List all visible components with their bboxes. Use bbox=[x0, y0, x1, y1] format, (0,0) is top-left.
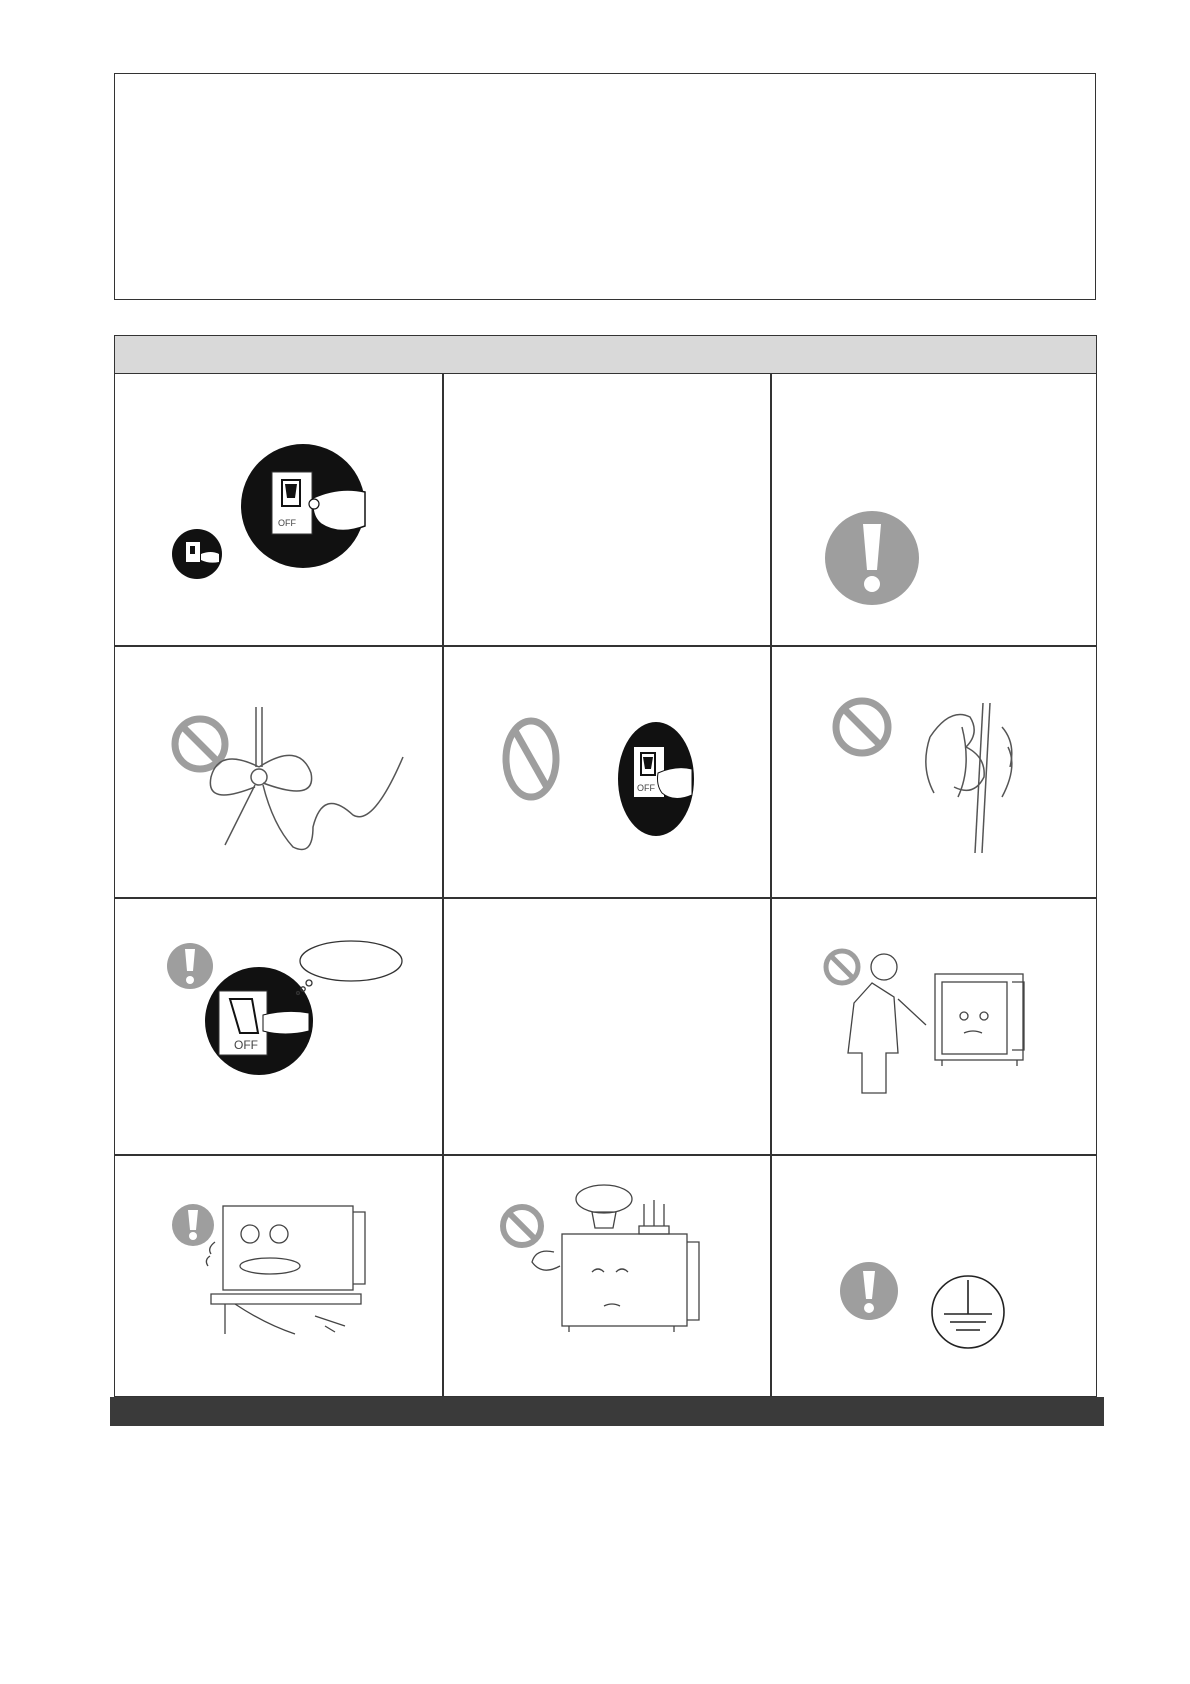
table-cell-3 bbox=[772, 376, 1096, 644]
table-cell-11 bbox=[444, 1156, 769, 1396]
power-switch-off-icon bbox=[115, 376, 441, 644]
table-cell-9 bbox=[772, 899, 1096, 1153]
prohibited-icon bbox=[503, 1207, 541, 1245]
table-cell-2 bbox=[444, 376, 769, 644]
svg-text:OFF: OFF bbox=[278, 518, 296, 528]
table-header-bar bbox=[115, 336, 1096, 374]
table-cell-8 bbox=[444, 899, 769, 1153]
prohibited-icon bbox=[506, 721, 556, 797]
mandatory-exclamation-icon bbox=[172, 1204, 214, 1246]
table-cell-7 bbox=[115, 899, 441, 1153]
tied-power-cord-icon bbox=[210, 707, 403, 850]
table-cell-6 bbox=[772, 647, 1096, 896]
table-cell-12 bbox=[772, 1156, 1096, 1396]
prohibited-icon bbox=[175, 719, 225, 769]
notice-box bbox=[114, 73, 1096, 300]
person-touching-unit-icon bbox=[848, 954, 1024, 1093]
svg-text:OFF: OFF bbox=[234, 1038, 258, 1052]
svg-text:OFF: OFF bbox=[637, 783, 655, 793]
prohibited-icon bbox=[836, 701, 888, 753]
ground-symbol-icon bbox=[932, 1276, 1004, 1348]
mandatory-exclamation-icon bbox=[840, 1262, 898, 1320]
prohibited-icon bbox=[826, 951, 858, 983]
power-switch-off-icon bbox=[618, 722, 694, 836]
mandatory-exclamation-icon bbox=[772, 376, 1096, 644]
precautions-table bbox=[114, 335, 1097, 1397]
table-cell-10 bbox=[115, 1156, 441, 1396]
mandatory-exclamation-icon bbox=[167, 943, 213, 989]
table-cell-5 bbox=[444, 647, 769, 896]
unit-on-stand-icon bbox=[206, 1206, 365, 1334]
unit-with-plants-icon bbox=[532, 1185, 699, 1332]
footer-bar bbox=[110, 1397, 1104, 1426]
power-switch-off-icon bbox=[205, 967, 313, 1075]
table-cell-4 bbox=[115, 647, 441, 896]
thought-bubble-icon bbox=[297, 941, 403, 995]
table-cell-1 bbox=[115, 376, 441, 644]
hand-pulling-cord-icon bbox=[926, 703, 1012, 853]
